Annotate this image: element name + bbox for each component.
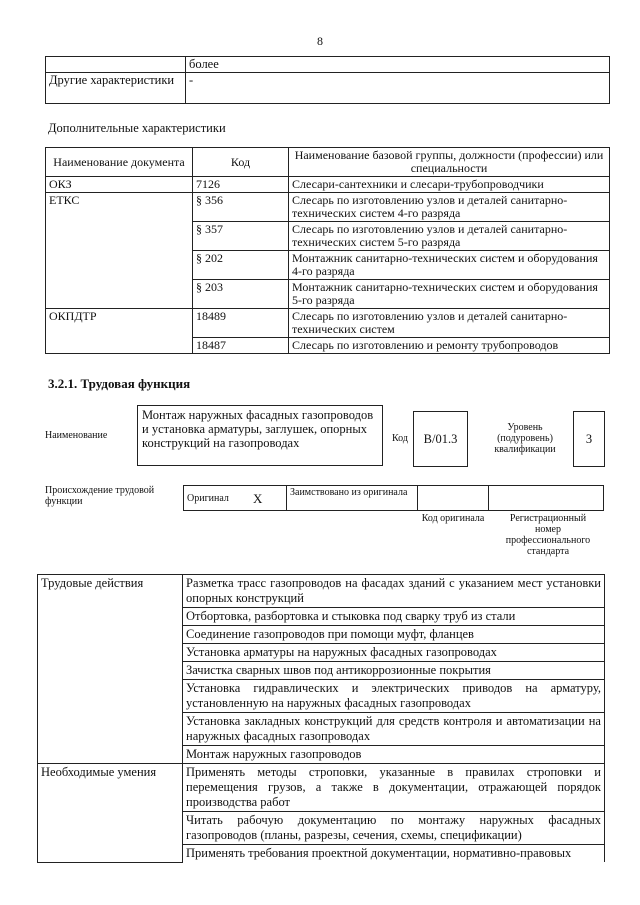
header-code: Код bbox=[193, 148, 289, 177]
reg-number-caption: Регистрационный номер профессионального стандарта bbox=[505, 513, 591, 557]
doc-cell: ЕТКС bbox=[46, 193, 193, 309]
action-item: Установка закладных конструкций для средств контроля и автоматизации на наружных фасадных газопроводах bbox=[183, 713, 605, 746]
name-label: Наименование bbox=[45, 430, 108, 441]
action-item: Отбортовка, разбортовка и стыковка под сварку труб из стали bbox=[183, 608, 605, 626]
name-cell: Слесари-сантехники и слесари-трубопроводчики bbox=[289, 177, 610, 193]
original-label: Оригинал bbox=[184, 486, 251, 511]
skills-label: Необходимые умения bbox=[38, 764, 183, 863]
additional-characteristics-table bbox=[45, 147, 610, 354]
name-cell: Монтажник санитарно-технических систем и оборудования 5-го разряда bbox=[289, 280, 610, 309]
code-label: Код bbox=[392, 433, 408, 444]
name-cell: Слесарь по изготовлению узлов и деталей санитарно-технических систем 4-го разряда bbox=[289, 193, 610, 222]
reg-number-cell bbox=[489, 486, 604, 511]
code-cell: § 203 bbox=[193, 280, 289, 309]
level-label: Уровень (подуровень) квалификации bbox=[494, 422, 556, 455]
name-cell: Слесарь по изготовлению и ремонту трубопроводов bbox=[289, 338, 610, 354]
origin-code-caption: Код оригинала bbox=[421, 513, 485, 524]
header-name: Наименование базовой группы, должности (профессии) или специальности bbox=[289, 148, 610, 177]
action-item: Разметка трасс газопроводов на фасадах зданий с указанием мест установки опорных конструкций bbox=[183, 575, 605, 608]
action-item: Зачистка сварных швов под антикоррозионные покрытия bbox=[183, 662, 605, 680]
table-row bbox=[46, 193, 610, 222]
header-document: Наименование документа bbox=[46, 148, 193, 177]
doc-cell: ОКПДТР bbox=[46, 309, 193, 354]
code-cell: § 356 bbox=[193, 193, 289, 222]
skill-item: Применять методы строповки, указанные в правилах строповки и перемещения грузов, а также в документации, отражающей порядок производства работ bbox=[183, 764, 605, 812]
top-cell-more: более bbox=[186, 57, 610, 73]
actions-label: Трудовые действия bbox=[38, 575, 183, 764]
table-row bbox=[38, 575, 605, 608]
table-row bbox=[46, 177, 610, 193]
action-item: Установка гидравлических и электрических приводов на арматуру, установленную на наружных фасадных газопроводах bbox=[183, 680, 605, 713]
other-characteristics-label: Другие характеристики bbox=[46, 73, 186, 104]
top-characteristics-table bbox=[45, 56, 610, 104]
table-row bbox=[46, 309, 610, 338]
code-cell: § 202 bbox=[193, 251, 289, 280]
action-item: Монтаж наружных газопроводов bbox=[183, 746, 605, 764]
doc-cell: ОКЗ bbox=[46, 177, 193, 193]
code-cell: § 357 bbox=[193, 222, 289, 251]
page-number: 8 bbox=[317, 34, 323, 48]
origin-label: Происхождение трудовой функции bbox=[45, 485, 155, 507]
function-name-box: Монтаж наружных фасадных газопроводов и установка арматуры, заглушек, опорных конструкций на газопроводах bbox=[137, 405, 383, 466]
action-item: Установка арматуры на наружных фасадных газопроводах bbox=[183, 644, 605, 662]
skill-item: Читать рабочую документацию по монтажу наружных фасадных газопроводов (планы, разрезы, сечения, схемы, спецификации) bbox=[183, 812, 605, 845]
original-mark: X bbox=[250, 486, 287, 511]
labor-actions-table bbox=[37, 574, 605, 863]
name-cell: Слесарь по изготовлению узлов и деталей санитарно-технических систем 5-го разряда bbox=[289, 222, 610, 251]
table-row bbox=[38, 764, 605, 812]
name-cell: Слесарь по изготовлению узлов и деталей санитарно-технических систем bbox=[289, 309, 610, 338]
action-item: Соединение газопроводов при помощи муфт, фланцев bbox=[183, 626, 605, 644]
code-cell: 18487 bbox=[193, 338, 289, 354]
origin-table bbox=[183, 485, 604, 511]
other-characteristics-value: - bbox=[186, 73, 610, 104]
origin-code-cell bbox=[418, 486, 489, 511]
name-cell: Монтажник санитарно-технических систем и оборудования 4-го разряда bbox=[289, 251, 610, 280]
labor-function-heading: 3.2.1. Трудовая функция bbox=[48, 376, 191, 391]
top-cell-empty bbox=[46, 57, 186, 73]
function-code-box: B/01.3 bbox=[413, 411, 468, 467]
borrowed-label: Заимствовано из оригинала bbox=[287, 486, 418, 511]
code-cell: 7126 bbox=[193, 177, 289, 193]
code-cell: 18489 bbox=[193, 309, 289, 338]
level-box: 3 bbox=[573, 411, 605, 467]
skill-item: Применять требования проектной документации, нормативно-правовых bbox=[183, 845, 605, 863]
additional-characteristics-title: Дополнительные характеристики bbox=[48, 121, 226, 135]
